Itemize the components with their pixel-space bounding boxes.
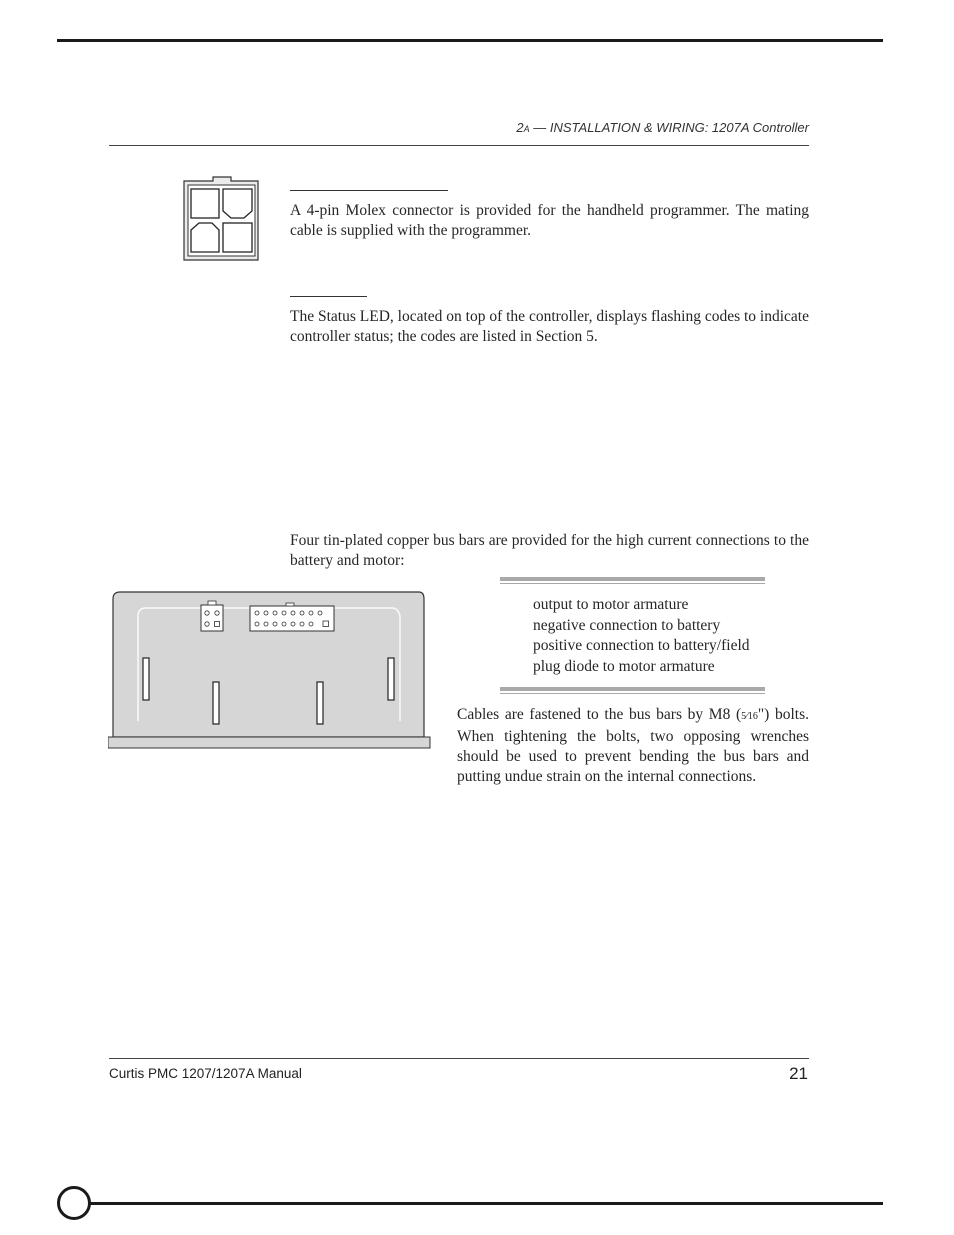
molex-connector-illustration xyxy=(183,176,261,262)
legend-item: positive connection to battery/field xyxy=(533,637,750,654)
controller-illustration xyxy=(108,591,431,751)
legend-item: negative connection to battery xyxy=(533,616,721,634)
programmer-heading-underline xyxy=(290,190,448,191)
bottom-rule xyxy=(88,1202,883,1205)
running-header: 2A — INSTALLATION & WIRING: 1207A Controller xyxy=(516,120,809,135)
legend-top-bar xyxy=(500,577,765,581)
status-led-paragraph: The Status LED, located on top of the controller, displays flashing codes to indicate controller status; the codes are listed in Section 5. xyxy=(290,308,809,345)
page-number: 21 xyxy=(789,1064,808,1083)
legend-item: output to motor armature xyxy=(533,596,689,613)
status-led-heading-underline xyxy=(290,296,367,297)
legend-bottom-bar xyxy=(500,687,765,691)
top-rule xyxy=(57,39,883,42)
bus-bars-intro-paragraph: Four tin-plated copper bus bars are provided for the high current connections to the battery and motor: xyxy=(290,532,809,569)
footer-manual-title: Curtis PMC 1207/1207A Manual xyxy=(109,1066,302,1081)
header-rule xyxy=(109,145,809,146)
binder-hole-icon xyxy=(57,1186,91,1220)
footer-rule xyxy=(109,1058,809,1059)
legend-item: plug diode to motor armature xyxy=(533,657,715,675)
legend-bottom-thin-rule xyxy=(500,693,765,694)
programmer-connector-paragraph: A 4-pin Molex connector is provided for the handheld programmer. The mating cable is supplied with the programmer. xyxy=(290,202,809,239)
bus-bar-bolts-paragraph: Cables are fastened to the bus bars by M8 (5⁄16") bolts. When tightening the bolts, two opposing wrenches should be used to prevent bending the bus bars and putting undue strain on the internal connections. xyxy=(457,706,809,785)
bus-bar-legend xyxy=(500,577,765,694)
